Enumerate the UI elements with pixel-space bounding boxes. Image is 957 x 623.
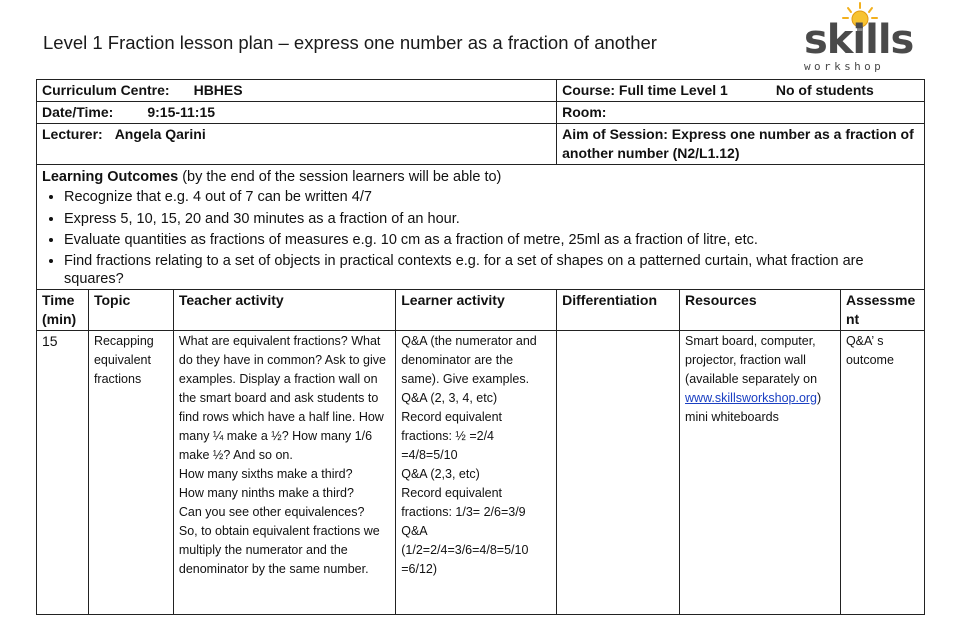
teacher-text-3: How many ninths make a third?	[178, 485, 354, 500]
list-item: • Find fractions relating to a set of objects in practical contexts e.g. for a set of shapes on a patterned curtain, what fraction are squares?	[64, 252, 919, 288]
outcomes-intro: (by the end of the session learners will be able to)	[178, 169, 502, 185]
col-teacher: Teacher activity	[173, 289, 395, 330]
col-assessment: Assessme nt	[840, 289, 924, 330]
learner-text-1: Q&A (the numerator and denominator are the same). Give examples.	[401, 333, 537, 386]
info-row-datetime	[37, 102, 925, 124]
outcomes-heading: Learning Outcomes	[42, 169, 179, 185]
learning-outcomes-row	[37, 165, 925, 290]
room-cell	[557, 102, 925, 124]
row-assessment: Q&A’ s outcome	[840, 330, 924, 614]
learner-text-4: Q&A (2,3, etc)	[401, 466, 480, 481]
column-header-row	[37, 289, 925, 330]
list-item: • Express 5, 10, 15, 20 and 30 minutes as a fraction of an hour.	[64, 209, 919, 231]
col-differentiation: Differentiation	[557, 289, 680, 330]
teacher-text-4: Can you see other equivalences?	[178, 504, 365, 519]
centre-cell	[37, 80, 557, 102]
students-label: No of students	[775, 82, 874, 98]
col-time: Time (min)	[37, 289, 89, 330]
col-resources: Resources	[680, 289, 841, 330]
course-cell	[557, 80, 925, 102]
row-topic: Recapping equivalent fractions	[88, 330, 173, 614]
list-item: • Recognize that e.g. 4 out of 7 can be written 4/7	[64, 187, 919, 209]
col-learner: Learner activity	[396, 289, 557, 330]
row-time: 15	[37, 330, 89, 614]
logo-wordmark: skills	[804, 17, 914, 63]
lecturer-cell	[37, 124, 557, 165]
row-learner-activity	[396, 330, 557, 614]
resources-close: )	[817, 390, 822, 405]
teacher-text-2: How many sixths make a third?	[178, 466, 353, 481]
list-item: • Evaluate quantities as fractions of measures e.g. 10 cm as a fraction of metre, 25ml as a fraction of litre, etc.	[64, 230, 919, 252]
skills-workshop-logo	[800, 2, 930, 74]
info-row-centre	[37, 80, 925, 102]
resources-text: Smart board, computer, projector, fraction wall (available separately on	[685, 333, 818, 386]
skillsworkshop-link[interactable]: www.skillsworkshop.org	[685, 390, 818, 405]
logo-subtitle: workshop	[804, 60, 885, 73]
teacher-text-1: What are equivalent fractions? What do they have in common? Ask to give examples. Display a fraction wall on the smart board and ask students to find rows which have a half line. How many ¼ make a ½? How many 1/6 make ½? And so on.	[178, 333, 386, 462]
room-label: Room:	[562, 104, 607, 120]
row-teacher-activity	[173, 330, 395, 614]
datetime-value: 9:15-11:15	[147, 104, 216, 120]
datetime-label: Date/Time:	[42, 104, 114, 120]
row-differentiation	[557, 330, 680, 614]
aim-label: Aim of Session: Express one number as a fraction of another number (N2/L1.12)	[562, 126, 914, 161]
teacher-text-5: So, to obtain equivalent fractions we multiply the numerator and the denominator by the same number.	[178, 523, 380, 576]
learner-text-3: Record equivalent fractions: ½ =2/4 =4/8=5/10	[401, 409, 502, 462]
outcomes-list	[42, 187, 919, 288]
aim-cell	[557, 124, 925, 165]
col-topic: Topic	[88, 289, 173, 330]
resources-text-2: mini whiteboards	[685, 409, 779, 424]
datetime-cell	[37, 102, 557, 124]
page-title: Level 1 Fraction lesson plan – express one number as a fraction of another	[43, 32, 657, 53]
centre-label: Curriculum Centre:	[42, 82, 170, 98]
lecturer-value: Angela Qarini	[114, 126, 206, 142]
table-row	[37, 330, 925, 614]
info-row-lecturer	[37, 124, 925, 165]
learner-text-5: Record equivalent fractions: 1/3= 2/6=3/9	[401, 485, 526, 519]
lecturer-label: Lecturer:	[42, 126, 103, 142]
learning-outcomes-cell	[37, 165, 925, 290]
centre-value: HBHES	[193, 82, 243, 98]
row-resources	[680, 330, 841, 614]
learner-text-6: Q&A (1/2=2/4=3/6=4/8=5/10 =6/12)	[401, 523, 529, 576]
lesson-plan-table	[36, 79, 925, 615]
learner-text-2: Q&A (2, 3, 4, etc)	[401, 390, 498, 405]
course-label: Course: Full time Level 1	[562, 82, 728, 98]
